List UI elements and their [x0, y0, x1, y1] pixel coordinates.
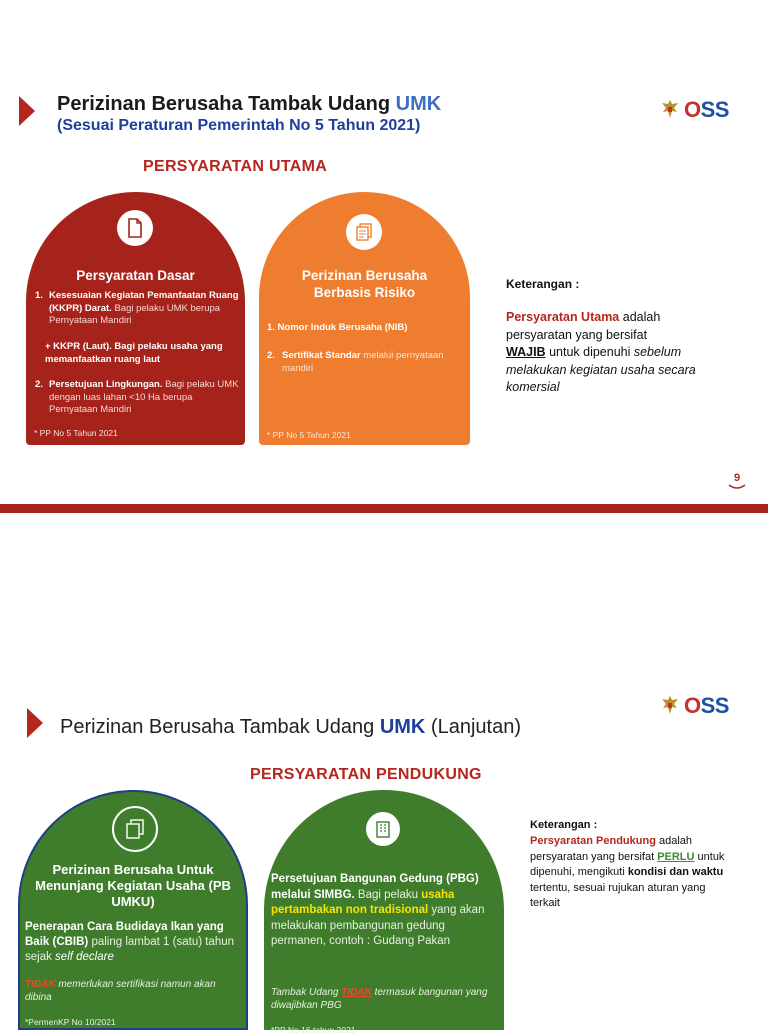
card-pbg — [264, 790, 504, 1035]
card-pb-umku — [18, 790, 248, 1030]
footnote: * PP No 5 Tahun 2021 — [267, 430, 351, 440]
document-icon — [117, 210, 153, 246]
note: TIDAK memerlukan sertifikasi namun akan dibina — [25, 979, 216, 1003]
oss-logo: OSS — [660, 98, 729, 122]
garuda-emblem-icon — [660, 98, 680, 122]
documents-stack-icon — [346, 214, 382, 250]
card-heading: Perizinan Berusaha Berbasis Risiko — [301, 268, 428, 300]
card-heading: Persyaratan Dasar — [76, 268, 195, 283]
umk-highlight: UMK — [395, 93, 442, 115]
slide-2 — [0, 680, 768, 1035]
footnote: *PermenKP No 10/2021 — [25, 1017, 116, 1027]
umk-highlight: UMK — [379, 716, 426, 738]
requirement-item-1: 1. Kesesuaian Kegiatan Pemanfaatan Ruang (KKPR) Darat. Bagi pelaku UMK berupa Pernyataan Mandiri — [35, 290, 239, 326]
documents-stack-icon — [112, 806, 158, 852]
keterangan-title: Keterangan : — [530, 819, 598, 831]
slide-2-title: Perizinan Berusaha Tambak Udang UMK (Lanjutan) — [60, 716, 521, 738]
keterangan-title: Keterangan : — [506, 277, 580, 291]
footer-bar — [0, 504, 768, 513]
requirement-item-nib: 1. Nomor Induk Berusaha (NIB) — [267, 322, 408, 333]
slide-1 — [0, 80, 768, 515]
requirement-item-2: 2. Persetujuan Lingkungan. Bagi pelaku UMK dengan luas lahan <10 Ha berupa Pernyataan Mandiri — [35, 379, 239, 415]
garuda-emblem-icon — [660, 694, 680, 718]
title-arrow-icon — [27, 708, 43, 738]
requirement-pbg: Persetujuan Bangunan Gedung (PBG) melalui SIMBG. Bagi pelaku usaha pertambakan non tradisional yang akan melakukan pembangunan gedung permanen, contoh : Gudang Pakan — [271, 873, 485, 947]
building-icon — [366, 812, 400, 846]
section-title-pendukung: PERSYARATAN PENDUKUNG — [250, 766, 482, 783]
card-perizinan-berbasis-risiko — [259, 192, 470, 445]
keterangan-text: Persyaratan Utama adalah persyaratan yang bersifat WAJIB untuk dipenuhi sebelum melakukan kegiatan usaha secara komersial — [506, 310, 696, 394]
footnote: *PP No 16 tahun 2021 — [271, 1025, 356, 1035]
card-heading: Perizinan Berusaha Untuk Menunjang Kegiatan Usaha (PB UMKU) — [35, 862, 231, 909]
slide-1-subtitle: (Sesuai Peraturan Pemerintah No 5 Tahun 2021) — [57, 117, 421, 134]
card-persyaratan-dasar — [26, 192, 245, 445]
footnote: * PP No 5 Tahun 2021 — [34, 428, 118, 438]
note: Tambak Udang TIDAK termasuk bangunan yang diwajibkan PBG — [271, 987, 488, 1011]
page-number: 9 — [728, 472, 746, 490]
section-title-utama: PERSYARATAN UTAMA — [143, 158, 328, 175]
keterangan-text: Persyaratan Pendukung adalah persyaratan yang bersifat PERLU untuk dipenuhi, mengikuti kondisi dan waktu tertentu, sesuai rujukan aturan yang terkait — [530, 835, 725, 909]
requirement-item-1b: + KKPR (Laut). Bagi pelaku usaha yang memanfaatkan ruang laut — [45, 341, 223, 365]
requirement-item-sertifikat: 2. Sertifikat Standar melalui pernyataan mandiri — [267, 350, 444, 374]
requirement-cbib: Penerapan Cara Budidaya Ikan yang Baik (CBIB) paling lambat 1 (satu) tahun sejak self declare — [25, 921, 235, 963]
slide-1-title: Perizinan Berusaha Tambak Udang UMK — [57, 93, 442, 115]
oss-logo: OSS — [660, 694, 729, 718]
page-swoosh-icon — [728, 484, 746, 490]
title-arrow-icon — [19, 96, 35, 126]
